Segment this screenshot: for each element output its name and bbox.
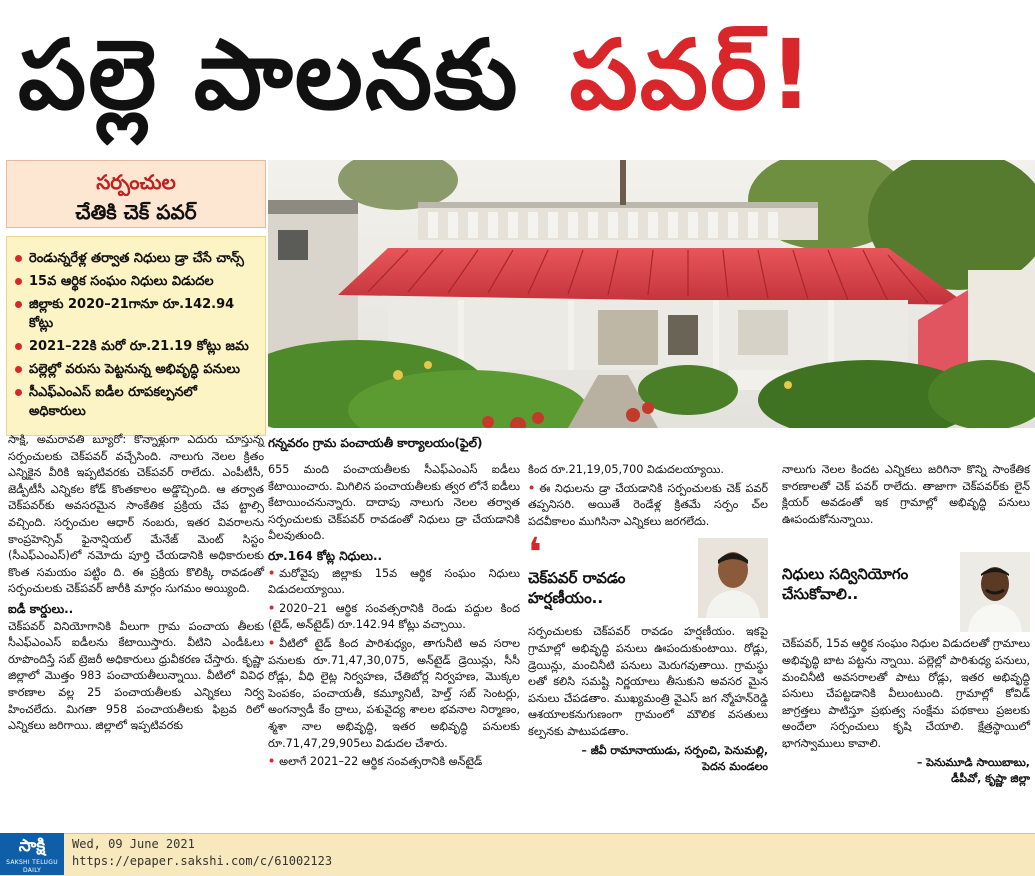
quote-title-block [782,552,960,632]
bullet-paragraph [268,636,520,752]
bullet-paragraph [528,481,768,531]
signature-line2: డీపీవో, కృష్ణా జిల్లా [951,771,1030,785]
signature-line1: – జీవీ రామానాయుడు, సర్పంచి, పెనుమల్లి, [581,743,768,757]
sidebar [6,160,266,436]
bullet-dot-icon: • [268,601,276,615]
bullet-paragraph [268,601,520,634]
headline-part1: పల్లె పాలనకు [18,19,520,131]
sidebar-title-line1: సర్పంచుల [96,170,176,194]
bullet-paragraph [268,566,520,599]
bullet-item: పల్లెల్లో వరుసు పెట్టనున్న అభివృద్ధి పనులు [15,360,257,379]
paragraph: కింద రూ.21,19,05,700 విడుదలయ్యాయి. [528,463,724,476]
photo-caption: గన్నవరం గ్రామ పంచాయతీ కార్యాలయం(ఫైల్) [268,428,1035,458]
paragraph: నాలుగు నెలల కిందట ఎన్నికలు జరిగినా కొన్ని సాంకేతిక కారణాలతో చెక్ పవర్ రాలేదు. తాజాగా చెక్‌పవర్‌కు లైన్ క్లియర్ అవడంతో ఇక గ్రామాల్లో అభివృద్ధి పనులు ఊపందుకోనున్నాయి. [782,463,1030,526]
headline-part2: పవర్! [569,19,815,131]
quote-title-line2: చేసుకోవాలి.. [782,585,859,604]
sakshi-logo [0,833,64,875]
sidebar-title [6,160,266,228]
quote-header [528,530,768,618]
paragraph: సాక్షి, అమరావతి బ్యూరో: కొన్నాళ్లుగా ఎదురు చూస్తున్న సర్పంచులకు చెక్‌పవర్ వచ్చేసింది. నాలుగు నెలల క్రితం ఎన్నికైన వీరికి ఇప్పటివరకు చెక్‌పవర్ రాలేదు. ఎంపీటీసీ, జెడ్పీటీసీ ఎన్నికల కోడ్ కొంతకాలం అడ్డొచ్చింది. ఆ తర్వాత చెక్‌పవర్‌కు అవసరమైన సాంకేతిక ప్రక్రియ చేప ట్టాల్సి వచ్చింది. సర్పంచుల ఆధార్ నంబరు, ఇతర వివరాలను కాంప్రహెన్సివ్ ఫైనాన్షియల్ మేనేజ్ మెంట్ సిస్టం (సీఎఫ్ఎంఎస్)లో నమోదు పూర్తి చేయడానికి అధికారులకు కొంత సమయం పట్టిం ది. ఈ ప్రక్రియ కొలిక్కి రావడంతో సర్పంచులకు చెక్‌పవర్ జారీకి మార్గం సుగమం అయ్యింది. [8,433,264,596]
bullet-item: జిల్లాకు 2020–21గానూ రూ.142.94 కోట్లు [15,295,257,333]
bullet-dot-icon: • [268,636,276,650]
panchayat-office-photo [268,160,1035,428]
paragraph: చెక్‌పవర్ వినియోగానికి వీలుగా గ్రామ పంచాయ తీలకు సీఎఫ్ఎంఎస్ ఐడీలను కేటాయిస్తారు. వీటిని ఎండీఓలు రూపొందిస్తే సబ్ ట్రెజరీ అధికారులు ధ్రువీకరణ చేస్తారు. కృష్ణా జిల్లాలో మొత్తం 983 పంచాయతీలున్నాయి. వీటిలో వివిధ కారణాల వల్ల 25 పంచాయతీలకు ఎన్నికలు నిర్వ హించలేదు. మిగతా 958 పంచాయతీలకు ఫిబ్రవ రిలో ఎన్నికలు జరిగాయి. జిల్లాలో ఇప్పటివరకు [8,619,264,733]
logo-subtext: SAKSHI TELUGU DAILY [6,859,58,874]
bullet-text: వీటిలో టైడ్ కింద పారిశుధ్యం, తాగునీటి అవ సరాల పనులకు రూ.71,47,30,075, అన్‌టైడ్ డ్రెయిన్లు, సీసీ రోడ్లు, వీధి లైట్ల నిర్వహణ, చేతిబోర్ల నిర్వహణ, మొక్కల పెంపకం, పంచాయతీ, కమ్యూనిటీ, హెల్త్ సబ్ సెంటర్లు, అంగన్వాడీ కేం ద్రాలు, పశువైద్య శాలల భవనాల నిర్మాణం, శ్మశా నాల అభివృద్ధి, ఇతర అభివృద్ధి పనులకు రూ.71,47,29,905లు విడుదల చేశారు. [268,636,520,750]
bullet-text: 2020–21 ఆర్థిక సంవత్సరానికి రెండు పద్దుల కింద (టైడ్, అన్‌టైడ్) రూ.142.94 కోట్లు వచ్చాయి. [268,601,520,632]
signature-line1: – పెనుమూడి సాయిబాబు, [916,755,1030,769]
logo-text: సాక్షి [18,836,46,856]
bullet-paragraph [268,754,520,771]
article-column-4 [782,462,1030,787]
quote-text: చెక్‌పవర్, 15వ ఆర్థిక సంఘం నిధుల విడుదలతో గ్రామాలు అభివృద్ధి బాట పట్టను న్నాయి. పల్లెల్లో పారిశుధ్య పనులు, మంచినీటి అవసరాలతో పాటు రోడ్లు, ఇతర అభివృద్ధి పనులు చేపట్టడానికి వీలుంటుంది. గ్రామాల్లో కోవిడ్ జాగ్రత్తలు పాటిస్తూ ప్రభుత్వ సంక్షేమ పథకాలు ప్రజలకు అందేలా సర్పంచులు కృషి చేయాలి. క్షేత్రస్థాయిలో భాగస్వాములు కావాలి. [782,637,1031,750]
bullet-text: అలాగే 2021–22 ఆర్థిక సంవత్సరానికి అన్‌టైడ్ [279,755,483,769]
article-column-3 [528,462,768,775]
article-column-1 [8,432,264,737]
bullet-text: మరోవైపు జిల్లాకు 15వ ఆర్థిక సంఘం నిధులు విడుదలయ్యాయి. [268,566,520,597]
bullet-item: 15వ ఆర్థిక సంఘం నిధులు విడుదల [15,272,257,291]
quote-mark-icon: ❛ [528,530,542,577]
headline [0,0,1035,150]
subheading: రూ.164 కోట్ల నిధులు.. [268,548,383,563]
bullet-text: ఈ నిధులను డ్రా చేయడానికి సర్పంచులకు చెక్ పవర్ తప్పనిసరి. అయితే రెండేళ్ల క్రితమే సర్పం చ్‌ల పదవీకాలం ముగిసినా ఎన్నికలు జరగలేదు. [528,481,768,528]
dpo-portrait [960,552,1030,632]
edition-date: Wed, 09 June 2021 [72,837,195,851]
sidebar-title-line2: చేతికి చెక్ పవర్ [75,200,197,224]
subheading: ఐడీ కార్డులు.. [8,601,74,616]
quote-title-line1: నిధులు సద్వినియోగం [782,565,909,584]
bullet-box [6,236,266,436]
bullet-item: సీఎఫ్ఎంఎస్ ఐడీల రూపకల్పనలో అధికారులు [15,383,257,421]
paragraph: 655 మంది పంచాయతీలకు సీఎఫ్ఎంఎస్ ఐడీలు కేటాయించారు. మిగిలిన పంచాయతీలకు త్వర లోనే ఐడీలు కేటాయించనున్నారు. దాదాపు నాలుగు నెలల తర్వాత సర్పంచులకు చెక్‌పవర్ రావడంతో నిధులు డ్రా చేయడానికి వీలవుతుంది. [268,463,520,543]
quote-title-line1: చెక్‌పవర్ రావడం [528,569,626,588]
bullet-dot-icon: • [268,755,276,769]
bullet-dot-icon: • [268,566,276,580]
bullet-item: రెండున్నరేళ్ల తర్వాత నిధులు డ్రా చేసే చాన్స్ [15,249,257,268]
quote-title-block [528,530,698,618]
signature-line2: పెదన మండలం [702,759,768,773]
sarpanch-portrait [698,538,768,618]
quote-text: సర్పంచులకు చెక్‌పవర్ రావడం హర్షణీయం. ఇకపై గ్రామాల్లో అభివృద్ధి పనులు ఊపందుకుంటాయి. రోడ్లు, డ్రెయిన్లు, మంచినీటి పనులు మెరుగవుతాయి. గ్రామస్థు లతో కలిసి సమష్టి నిర్ణయాలు తీసుకుని అవసర మైన పనులు చేపడతాం. ముఖ్యమంత్రి వైఎస్ జగ న్మోహన్‌రెడ్డి ఆశయాలకనుగుణంగా గ్రామంలో మౌలిక వసతులు కల్పనకు పాటుపడతాం. [528,625,768,738]
article-column-2 [268,462,520,773]
bullet-item: 2021–22కి మరో రూ.21.19 కోట్లు జమ [15,337,257,356]
epaper-link[interactable]: https://epaper.sakshi.com/c/61002123 [72,854,333,868]
quote-header [782,552,1030,632]
quote-title-line2: హర్షణీయం.. [528,589,604,608]
bullet-dot-icon: • [528,481,536,495]
